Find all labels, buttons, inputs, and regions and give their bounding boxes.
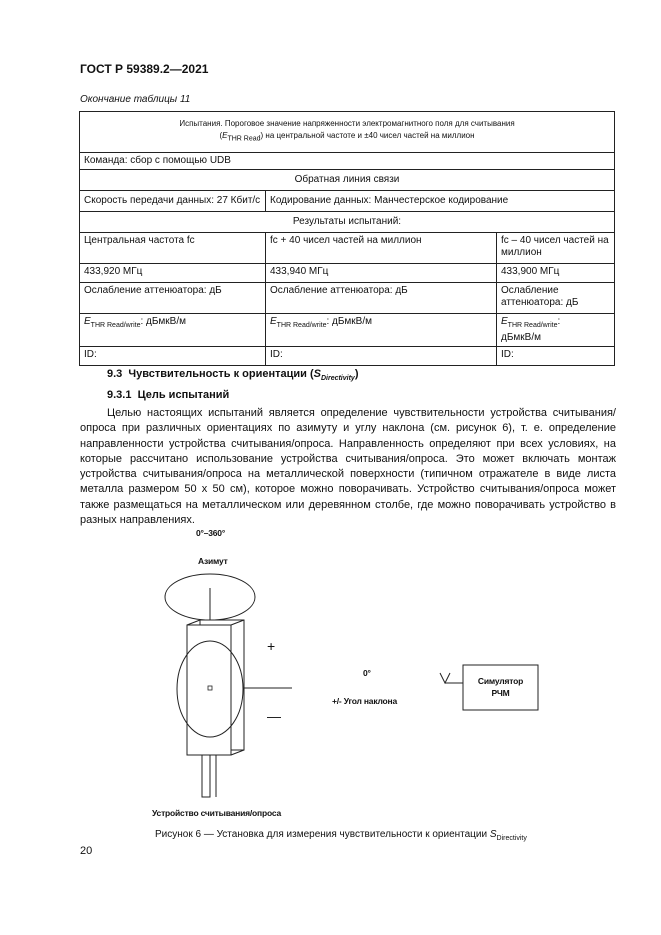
mounting-pole xyxy=(202,755,210,797)
results-header-cell: Результаты испытаний: xyxy=(80,211,615,232)
col1-id: ID: xyxy=(80,346,266,365)
device-edge xyxy=(231,750,244,755)
table-caption: Окончание таблицы 11 xyxy=(80,94,191,105)
device-label: Устройство считывания/опроса xyxy=(152,808,281,818)
tilt-angle-label: +/- Угол наклона xyxy=(332,696,398,706)
document-header: ГОСТ Р 59389.2—2021 xyxy=(80,62,209,76)
coding-cell: Кодирование данных: Манчестерское кодирование xyxy=(266,190,615,211)
table-row xyxy=(80,282,615,313)
body-paragraph: Целью настоящих испытаний является определение чувствительности устройства считывания/опроса при различных ориентациях по азимуту и углу наклона (см. рисунок 6), т. е. определение направленности устройства считывания/опроса. Направленность определяют при всех условиях, на которые рассчитано использование устройства считывания/опроса. Это может включать монтаж устройства считывания/опроса на металлической поверхности (типичном отражателе в виде листа металла размером 50 х 50 см), которое можно поворачивать. Устройство считывания/опроса может также размещаться на металлическом или деревянном столбе, где можно поворачивать устройство в разных направлениях. xyxy=(80,407,616,527)
azimuth-label: Азимут xyxy=(198,556,228,566)
minus-sign: — xyxy=(267,708,281,724)
table-row xyxy=(80,232,615,263)
table-row xyxy=(80,263,615,282)
col3-header: fc – 40 чисел частей на миллион xyxy=(497,232,615,263)
simulator-line2: РЧМ xyxy=(491,688,510,698)
col2-field-strength: $E_{THR Read/write}$: дБмкВ/м xyxy=(266,313,497,346)
results-table xyxy=(79,111,615,366)
col3-field-strength: $E_{THR Read/write}$: дБмкВ/м xyxy=(497,313,615,346)
plus-sign: + xyxy=(267,638,276,654)
table-row xyxy=(80,346,615,365)
figure-caption: Рисунок 6 — Установка для измерения чувствительности к ориентации $S_{Directivity}$ xyxy=(155,829,527,842)
section-heading: 9.3 Чувствительность к ориентации $(S_{Directivity})$ xyxy=(107,368,359,383)
col2-header: fc + 40 чисел частей на миллион xyxy=(266,232,497,263)
command-cell: Команда: сбор с помощью UDB xyxy=(80,152,615,169)
azimuth-range-label: 0°–360° xyxy=(196,528,226,538)
test-description-cell xyxy=(80,112,615,153)
figure-6 xyxy=(140,520,560,820)
device-edge xyxy=(187,620,200,625)
zero-degree-label: 0° xyxy=(363,668,371,678)
col1-field-strength: $E_{THR Read/write}$: дБмкВ/м xyxy=(80,313,266,346)
col2-attenuation: Ослабление аттенюатора: дБ xyxy=(266,282,497,313)
antenna-icon xyxy=(440,673,450,683)
col3-attenuation: Ослабление аттенюатора: дБ xyxy=(497,282,615,313)
test-description-line1: Испытания. Пороговое значение напряженности электромагнитного поля для считывания xyxy=(179,119,515,128)
col3-id: ID: xyxy=(497,346,615,365)
speed-cell: Скорость передачи данных: 27 Кбит/с xyxy=(80,190,266,211)
col3-frequency: 433,900 МГц xyxy=(497,263,615,282)
table-row xyxy=(80,112,615,153)
col1-attenuation: Ослабление аттенюатора: дБ xyxy=(80,282,266,313)
table-row xyxy=(80,169,615,190)
table-row xyxy=(80,313,615,346)
test-description-line2: $(E_{THR Read})$ на центральной частоте и ±40 чисел частей на миллион xyxy=(219,131,475,143)
table-row xyxy=(80,190,615,211)
subsection-heading: 9.3.1 Цель испытаний xyxy=(107,389,230,401)
col1-header: Центральная частота fc xyxy=(80,232,266,263)
simulator-line1: Симулятор xyxy=(477,676,524,686)
col2-id: ID: xyxy=(266,346,497,365)
col1-frequency: 433,920 МГц xyxy=(80,263,266,282)
col2-frequency: 433,940 МГц xyxy=(266,263,497,282)
backlink-cell: Обратная линия связи xyxy=(80,169,615,190)
page-number: 20 xyxy=(80,845,93,857)
table-row xyxy=(80,211,615,232)
table-row xyxy=(80,152,615,169)
device-edge xyxy=(231,620,244,625)
